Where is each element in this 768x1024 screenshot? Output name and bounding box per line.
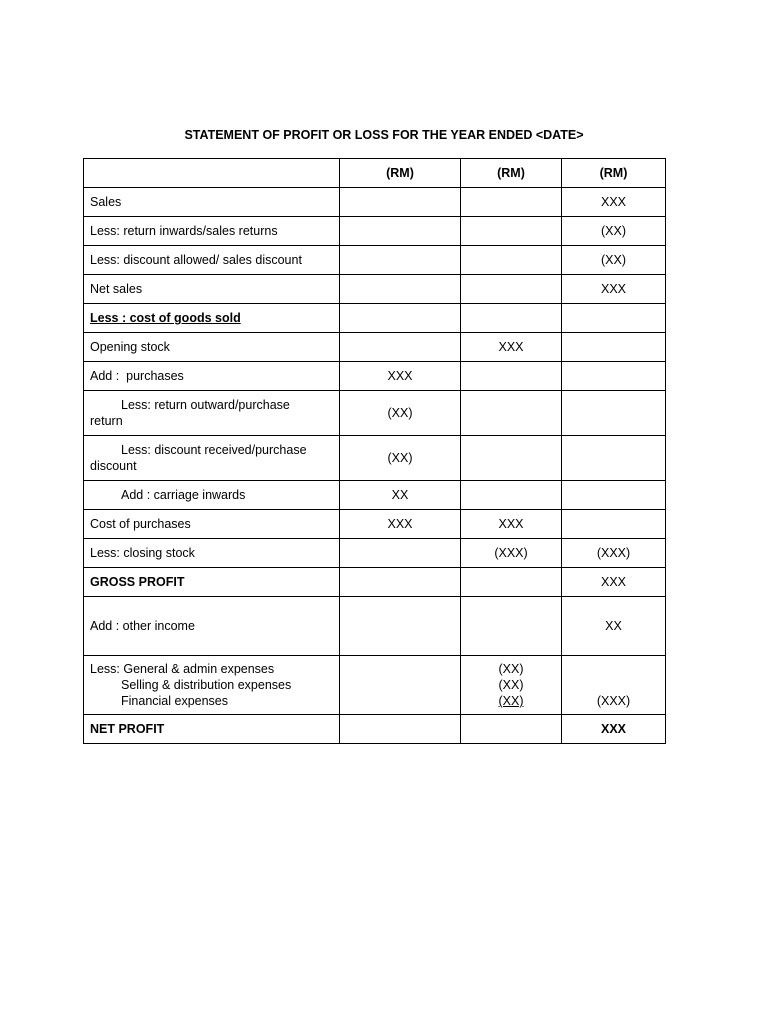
row-cell-2: (XXX) [461, 539, 562, 568]
row-cell-2 [461, 188, 562, 217]
table-row-opening-stock [84, 333, 666, 362]
row-label: Net sales [84, 275, 340, 304]
row-label: GROSS PROFIT [84, 568, 340, 597]
table-row-net-sales [84, 275, 666, 304]
row-cell-2 [461, 391, 562, 436]
row-cell-1 [340, 246, 461, 275]
table-row-discount-received [84, 436, 666, 481]
table-row-carriage-inwards [84, 481, 666, 510]
header-col-1: (RM) [340, 159, 461, 188]
row-cell-3 [562, 510, 666, 539]
row-cell-3: XXX [562, 568, 666, 597]
expense-value-selling-distribution: (XX) [498, 678, 524, 692]
row-cell-2 [461, 656, 562, 715]
row-cell-3: XXX [562, 715, 666, 744]
row-cell-1: (XX) [340, 436, 461, 481]
row-cell-1: XX [340, 481, 461, 510]
table-row-return-inwards [84, 217, 666, 246]
expense-spacer [568, 661, 659, 677]
row-label-line-2: discount [90, 459, 137, 473]
row-cell-2: XXX [461, 333, 562, 362]
row-label: Add : other income [84, 597, 340, 656]
row-label: Less : cost of goods sold [84, 304, 340, 333]
header-col-3: (RM) [562, 159, 666, 188]
table-row-cogs-heading [84, 304, 666, 333]
row-cell-2: XXX [461, 510, 562, 539]
row-cell-1 [340, 333, 461, 362]
table-row-purchases [84, 362, 666, 391]
header-desc-cell [84, 159, 340, 188]
row-cell-3 [562, 304, 666, 333]
table-row-cost-of-purchases [84, 510, 666, 539]
row-label: Opening stock [84, 333, 340, 362]
row-label [84, 481, 340, 510]
row-cell-1 [340, 597, 461, 656]
row-label [84, 436, 340, 481]
row-label [84, 391, 340, 436]
row-cell-3: (XXX) [562, 539, 666, 568]
row-cell-3 [562, 333, 666, 362]
row-label: Add : purchases [84, 362, 340, 391]
expense-value-financial: (XX) [498, 694, 524, 708]
table-row-closing-stock [84, 539, 666, 568]
row-cell-1 [340, 656, 461, 715]
row-cell-3: (XX) [562, 217, 666, 246]
row-cell-3: XX [562, 597, 666, 656]
header-row [84, 159, 666, 188]
table-row-gross-profit [84, 568, 666, 597]
row-cell-1 [340, 715, 461, 744]
row-cell-2 [461, 362, 562, 391]
row-cell-2 [461, 568, 562, 597]
row-cell-3 [562, 656, 666, 715]
table-row-other-income [84, 597, 666, 656]
row-label-line-1: Less: discount received/purchase [121, 443, 307, 457]
row-cell-1 [340, 275, 461, 304]
row-label-text: Add : carriage inwards [121, 488, 246, 502]
table-row-return-outward [84, 391, 666, 436]
row-label: NET PROFIT [84, 715, 340, 744]
table-row-expenses [84, 656, 666, 715]
row-label: Less: return inwards/sales returns [84, 217, 340, 246]
row-cell-3: XXX [562, 275, 666, 304]
table-row-discount-allowed [84, 246, 666, 275]
row-label: Sales [84, 188, 340, 217]
row-cell-2 [461, 217, 562, 246]
expense-line-financial: Financial expenses [121, 694, 229, 708]
row-cell-2 [461, 481, 562, 510]
row-cell-1: XXX [340, 362, 461, 391]
row-cell-3 [562, 391, 666, 436]
statement-title: STATEMENT OF PROFIT OR LOSS FOR THE YEAR ENDED <DATE> [184, 128, 584, 142]
row-cell-3: XXX [562, 188, 666, 217]
row-label-line-1: Less: return outward/purchase [121, 398, 290, 412]
row-cell-3 [562, 481, 666, 510]
row-cell-1: XXX [340, 510, 461, 539]
row-cell-2 [461, 246, 562, 275]
row-cell-2 [461, 275, 562, 304]
table-row-sales [84, 188, 666, 217]
row-label: Less: closing stock [84, 539, 340, 568]
row-label [84, 656, 340, 715]
header-col-2: (RM) [461, 159, 562, 188]
row-cell-1 [340, 188, 461, 217]
row-label: Cost of purchases [84, 510, 340, 539]
row-cell-1 [340, 539, 461, 568]
profit-loss-table [83, 158, 666, 744]
expense-line-general-admin: Less: General & admin expenses [90, 662, 275, 676]
expense-value-general-admin: (XX) [498, 662, 524, 676]
expense-total: (XXX) [596, 694, 631, 708]
expense-spacer [568, 677, 659, 693]
row-cell-3 [562, 436, 666, 481]
row-label: Less: discount allowed/ sales discount [84, 246, 340, 275]
row-cell-2 [461, 597, 562, 656]
row-cell-2 [461, 436, 562, 481]
row-label-line-2: return [90, 414, 123, 428]
row-cell-3: (XX) [562, 246, 666, 275]
table-row-net-profit [84, 715, 666, 744]
row-cell-1 [340, 568, 461, 597]
row-cell-1 [340, 304, 461, 333]
row-cell-1 [340, 217, 461, 246]
row-cell-3 [562, 362, 666, 391]
row-cell-2 [461, 715, 562, 744]
row-cell-1: (XX) [340, 391, 461, 436]
row-cell-2 [461, 304, 562, 333]
expense-line-selling-distribution: Selling & distribution expenses [121, 678, 292, 692]
